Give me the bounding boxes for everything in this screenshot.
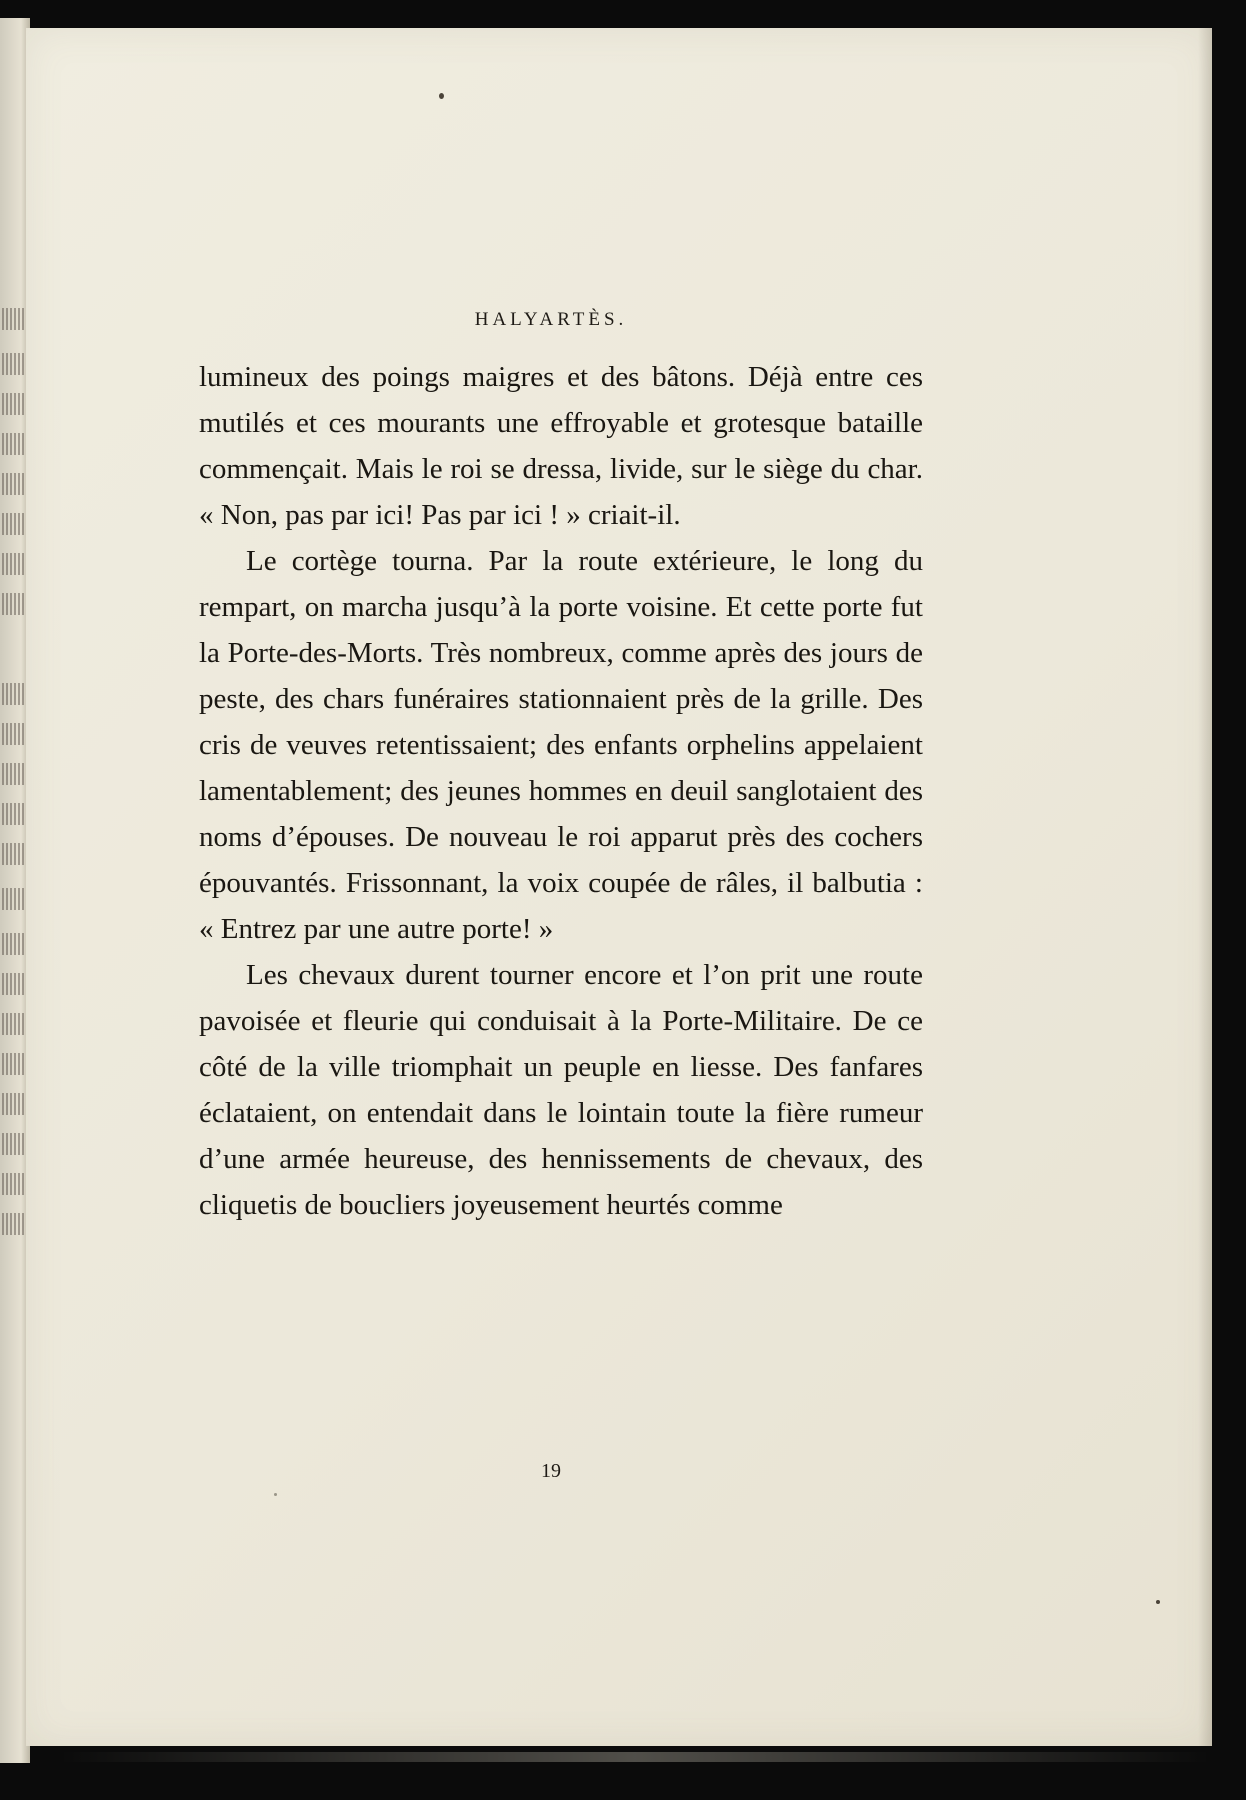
page-number: 19 [541, 1460, 561, 1482]
paragraph: lumineux des poings maigres et des bâtons. Déjà entre ces mutilés et ces mourants une effroyable et grotesque bataille commençait. Mais le roi se dressa, livide, sur le siège du char. « Non, pas par ici! Pas par ici ! » criait-il. [199, 361, 923, 531]
paper-speck [439, 93, 444, 99]
page-bottom-edge [60, 1752, 1210, 1762]
paper-speck [274, 1493, 277, 1496]
body-text [199, 354, 923, 1228]
page-edge-shadow [1198, 28, 1212, 1746]
running-head: HALYARTÈS. [474, 309, 628, 330]
paragraph: Le cortège tourna. Par la route extérieure, le long du rempart, on marcha jusqu’à la porte voisine. Et cette porte fut la Porte-des-Morts. Très nombreux, comme après des jours de peste, des chars funéraires stationnaient près de la grille. Des cris de veuves retentissaient; des enfants orphelins appelaient lamentablement; des jeunes hommes en deuil sanglotaient des noms d’épouses. De nouveau le roi apparut près des cochers épouvantés. Frissonnant, la voix coupée de râles, il balbutia : « Entrez par une autre porte! » [199, 545, 923, 945]
paragraph: Les chevaux durent tourner encore et l’on prit une route pavoisée et fleurie qui conduisait à la Porte-Militaire. De ce côté de la ville triomphait un peuple en liesse. Des fanfares éclataient, on entendait dans le lointain toute la fière rumeur d’une armée heureuse, des hennissements de chevaux, des cliquetis de boucliers joyeusement heurtés comme [199, 959, 923, 1221]
paper-speck [1156, 1600, 1160, 1604]
book-page [26, 28, 1212, 1746]
